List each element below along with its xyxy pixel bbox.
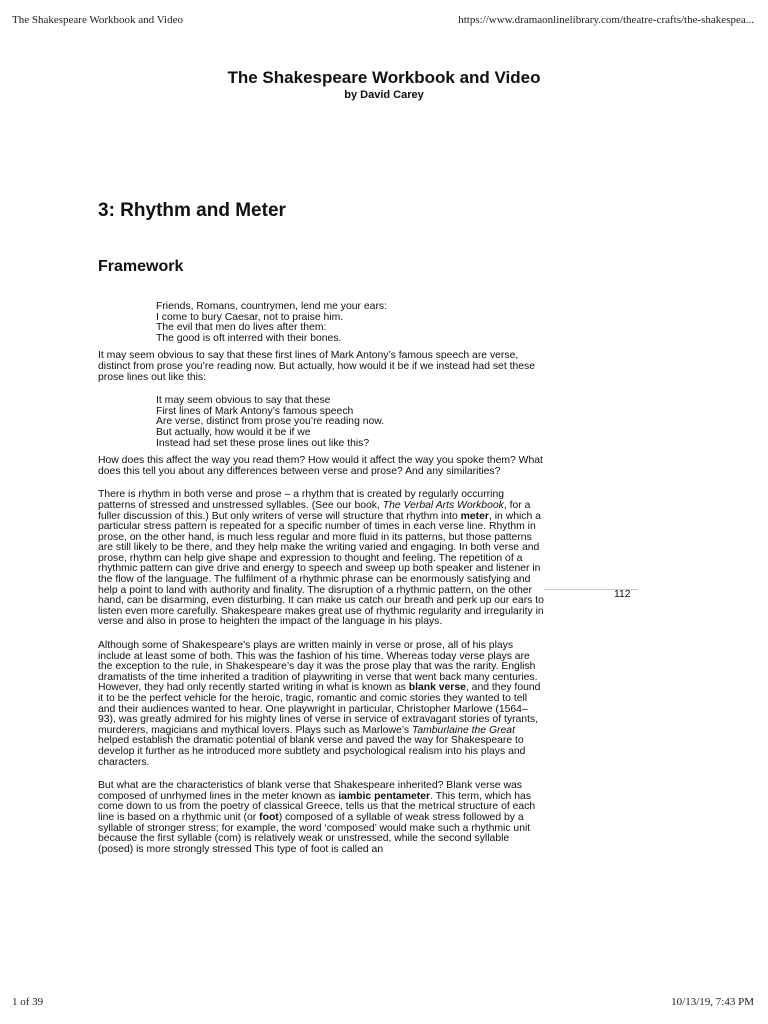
document-author: by David Carey [344,89,424,101]
paragraph: Although some of Shakespeare’s plays are written mainly in verse or prose, all of his plays include at least some of both. This was the fashion of his time. Whereas today verse plays are the exception to the rule, in Shakespeare’s day it was the prose play that was the rarity. English dramatists of the time inherited a tradition of playwriting in verse that went back many centuries. However, they had only recently started writing in what is known as blank verse, and they found it to be the perfect vehicle for the heroic, tragic, romantic and comic stories they wanted to tell and their audiences wanted to hear. One playwright in particular, Christopher Marlowe (1564–93), was greatly admired for his mighty lines of verse in service of extravagant stories of tyrants, murderers, magicians and mythical lovers. Plays such as Marlowe’s Tamburlaine the Great helped establish the dramatic potential of blank verse and paved the way for Shakespeare to develop it further as he introduced more subtlety and psychological realism into his plays and characters. [98,640,541,768]
verse-quote [156,302,544,344]
paragraph: But what are the characteristics of blank verse that Shakespeare inherited? Blank verse was composed of unrhymed lines in the meter known as iambic pentameter. This term, which has come down to us from the poetry of classical Greece, tells us that the metrical structure of each line is based on a rhythmic unit (or foot) composed of a syllable of weak stress followed by a syllable of stronger stress; for example, the word ‘composed’ would make such a rhythmic unit because the first syllable (com) is relatively weak or unstressed, while the second syllable (posed) is more strongly stressed This type of foot is called an [98,780,536,855]
print-footer [12,996,754,1008]
verse-line: The good is oft interred with their bones. [156,332,342,344]
section-heading: Framework [98,258,184,275]
quote-line: It may seem obvious to say that these [156,395,331,407]
quote-line: Are verse, distinct from prose you’re reading now. [156,416,385,428]
document-body [98,302,544,855]
paragraph: It may seem obvious to say that these first lines of Mark Antony’s famous speech are verse, distinct from prose you’re reading now. But actually, how would it be if we instead had set these prose lines out like this: [98,350,536,383]
print-header [12,14,754,26]
prose-as-verse-quote [156,396,544,449]
paragraph: How does this affect the way you read them? How would it affect the way you spoke them? What does this tell you about any differences between verse and prose? And any similarities? [98,455,543,477]
play-title: Tamburlaine the Great [411,724,515,736]
quote-line: First lines of Mark Antony’s famous speech [156,405,354,417]
paragraph: There is rhythm in both verse and prose – a rhythm that is created by regularly occurring patterns of stressed and unstressed syllables. (See our book, The Verbal Arts Workbook, for a fuller discussion of this.) But only writers of verse will structure that rhythm into meter, in which a particular stress pattern is repeated for a specific number of times in each verse line. Rhythm in prose, on the other hand, is much less regular and more fluid in its patterns, but those patterns are still likely to be there, and they help make the writing varied and engaging. In both verse and prose, rhythm can help give shape and expression to thought and feeling. The repetition of a rhythmic pattern can give drive and energy to speech and sweep up both speaker and listener in the flow of the language. The fulfilment of a rhythmic phrase can be enormously satisfying and help a point to land with authority and finality. The disruption of a rhythmic pattern, on the other hand, can be disarming, even disturbing. It can make us catch our breath and perk up our ears to listen even more carefully. Shakespeare makes great use of rhythmic regularity and irregularity in verse and also in prose to heighten the impact of the language in his plays. [98,489,544,628]
term-blank-verse: blank verse [408,682,466,694]
book-title: The Verbal Arts Workbook [382,499,504,511]
term-meter: meter [460,510,489,522]
verse-line: The evil that men do lives after them: [156,322,327,334]
page-count: 1 of 39 [12,996,44,1008]
page-marker: 112 [614,589,631,600]
document-title: The Shakespeare Workbook and Video [227,68,541,87]
term-iambic-pentameter: iambic pentameter [338,790,431,802]
print-datetime: 10/13/19, 7:43 PM [671,996,754,1008]
print-header-url[interactable]: https://www.dramaonlinelibrary.com/theatre-crafts/the-shakespea... [458,14,754,26]
quote-line: Instead had set these prose lines out like this? [156,437,370,449]
quote-line: But actually, how would it be if we [156,426,311,438]
term-foot: foot [259,811,279,823]
verse-line: I come to bury Caesar, not to praise him. [156,311,344,323]
chapter-heading: 3: Rhythm and Meter [98,200,286,221]
print-header-title: The Shakespeare Workbook and Video [12,14,183,26]
verse-line: Friends, Romans, countrymen, lend me your ears: [156,301,387,312]
